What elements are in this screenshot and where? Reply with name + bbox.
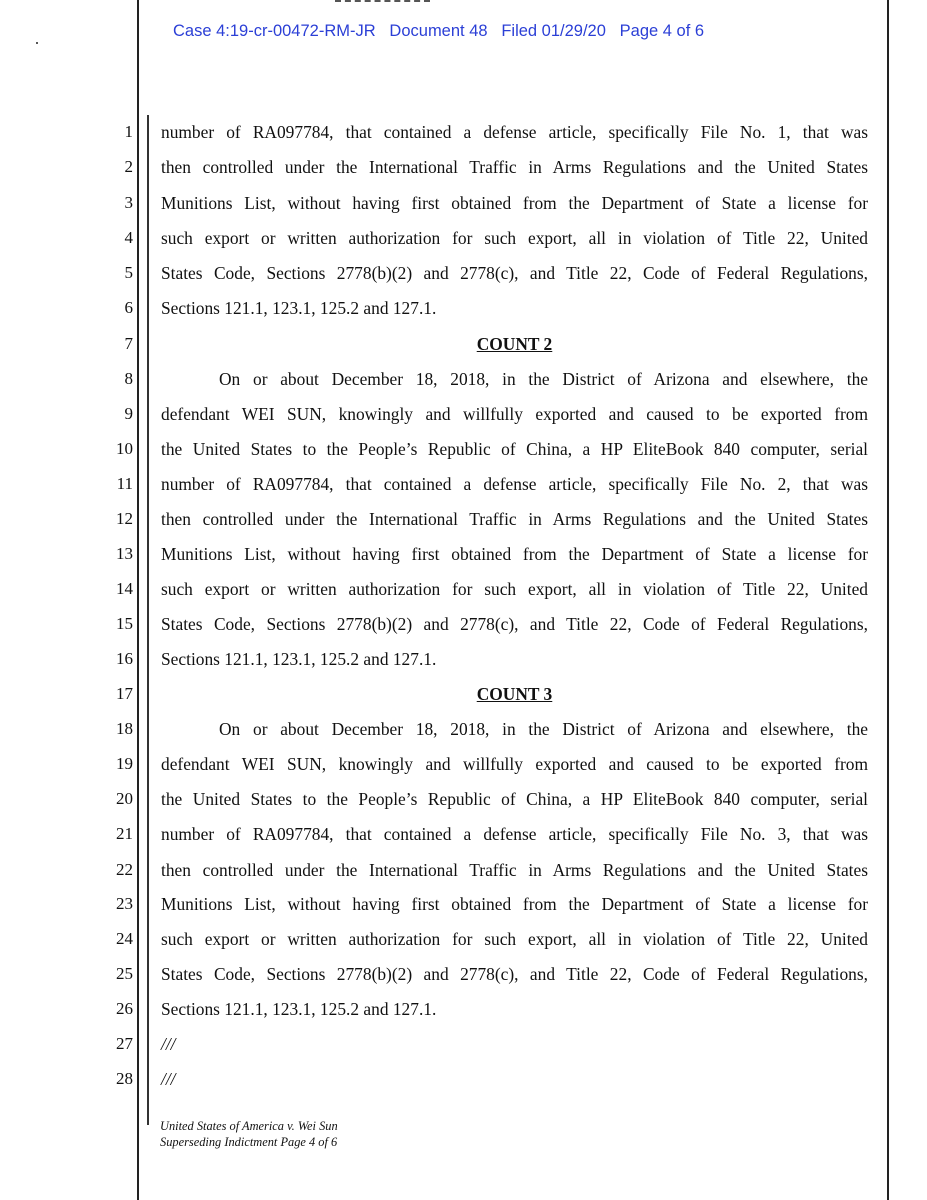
line-number: 27 [116,1034,133,1053]
text-line: number of RA097784, that contained a defense article, specifically File No. 1, that was [161,122,868,142]
text-line: the United States to the People’s Republic of China, a HP EliteBook 840 computer, serial [161,789,868,809]
text-line: defendant WEI SUN, knowingly and willfully exported and caused to be exported from [161,404,868,424]
text-line: number of RA097784, that contained a defense article, specifically File No. 3, that was [161,824,868,844]
continuation-marker: /// [161,1034,176,1054]
line-number: 24 [116,929,133,948]
filed-date: Filed 01/29/20 [501,22,606,40]
line-number: 21 [116,824,133,843]
text-line: States Code, Sections 2778(b)(2) and 2778(c), and Title 22, Code of Federal Regulations, [161,964,868,984]
continuation-marker: /// [161,1069,176,1089]
line-number: 9 [124,404,133,423]
line-number: 18 [116,719,133,738]
line-number: 6 [124,298,133,317]
text-line: such export or written authorization for such export, all in violation of Title 22, United [161,228,868,248]
left-inner-rule [147,115,149,1125]
right-margin-rule [887,0,889,1200]
text-line: Munitions List, without having first obtained from the Department of State a license for [161,894,868,914]
line-number: 23 [116,894,133,913]
count-2-heading: COUNT 2 [476,334,553,354]
text-line: Munitions List, without having first obtained from the Department of State a license for [161,544,868,564]
line-number: 14 [116,579,133,598]
text-line: Sections 121.1, 123.1, 125.2 and 127.1. [161,649,437,669]
line-number: 12 [116,509,133,528]
line-number: 5 [124,263,133,282]
line-number: 3 [124,193,133,212]
text-line: States Code, Sections 2778(b)(2) and 2778(c), and Title 22, Code of Federal Regulations, [161,263,868,283]
line-number: 17 [116,684,133,703]
text-line: On or about December 18, 2018, in the District of Arizona and elsewhere, the [219,369,868,389]
line-number: 13 [116,544,133,563]
line-number: 20 [116,789,133,808]
left-margin-rule [137,0,139,1200]
text-line: States Code, Sections 2778(b)(2) and 2778(c), and Title 22, Code of Federal Regulations, [161,614,868,634]
text-line: Sections 121.1, 123.1, 125.2 and 127.1. [161,298,437,318]
text-line: the United States to the People’s Republic of China, a HP EliteBook 840 computer, serial [161,439,868,459]
text-line: defendant WEI SUN, knowingly and willfully exported and caused to be exported from [161,754,868,774]
text-line: then controlled under the International Traffic in Arms Regulations and the United States [161,860,868,880]
text-line: Sections 121.1, 123.1, 125.2 and 127.1. [161,999,437,1019]
count-3-heading: COUNT 3 [476,684,553,704]
line-number: 22 [116,860,133,879]
line-number: 2 [124,157,133,176]
line-number: 26 [116,999,133,1018]
case-number: Case 4:19-cr-00472-RM-JR [173,22,376,40]
text-line: then controlled under the International Traffic in Arms Regulations and the United States [161,509,868,529]
line-number: 25 [116,964,133,983]
line-number: 7 [124,334,133,353]
line-number: 8 [124,369,133,388]
text-line: Munitions List, without having first obtained from the Department of State a license for [161,193,868,213]
ecf-header [173,22,704,41]
line-number: 16 [116,649,133,668]
footer-case-caption: United States of America v. Wei Sun [160,1119,338,1133]
line-number: 11 [116,474,133,493]
footer-page-caption: Superseding Indictment Page 4 of 6 [160,1135,338,1149]
scan-speck [36,42,38,44]
text-line: number of RA097784, that contained a defense article, specifically File No. 2, that was [161,474,868,494]
line-number: 15 [116,614,133,633]
scan-top-mark [335,0,430,2]
document-number: Document 48 [389,22,488,40]
line-number: 1 [124,122,133,141]
text-line: then controlled under the International Traffic in Arms Regulations and the United States [161,157,868,177]
text-line: such export or written authorization for such export, all in violation of Title 22, United [161,929,868,949]
line-number: 10 [116,439,133,458]
line-number: 4 [124,228,133,247]
text-line: such export or written authorization for such export, all in violation of Title 22, United [161,579,868,599]
line-number: 19 [116,754,133,773]
line-number: 28 [116,1069,133,1088]
page-indicator: Page 4 of 6 [619,22,705,40]
text-line: On or about December 18, 2018, in the District of Arizona and elsewhere, the [219,719,868,739]
